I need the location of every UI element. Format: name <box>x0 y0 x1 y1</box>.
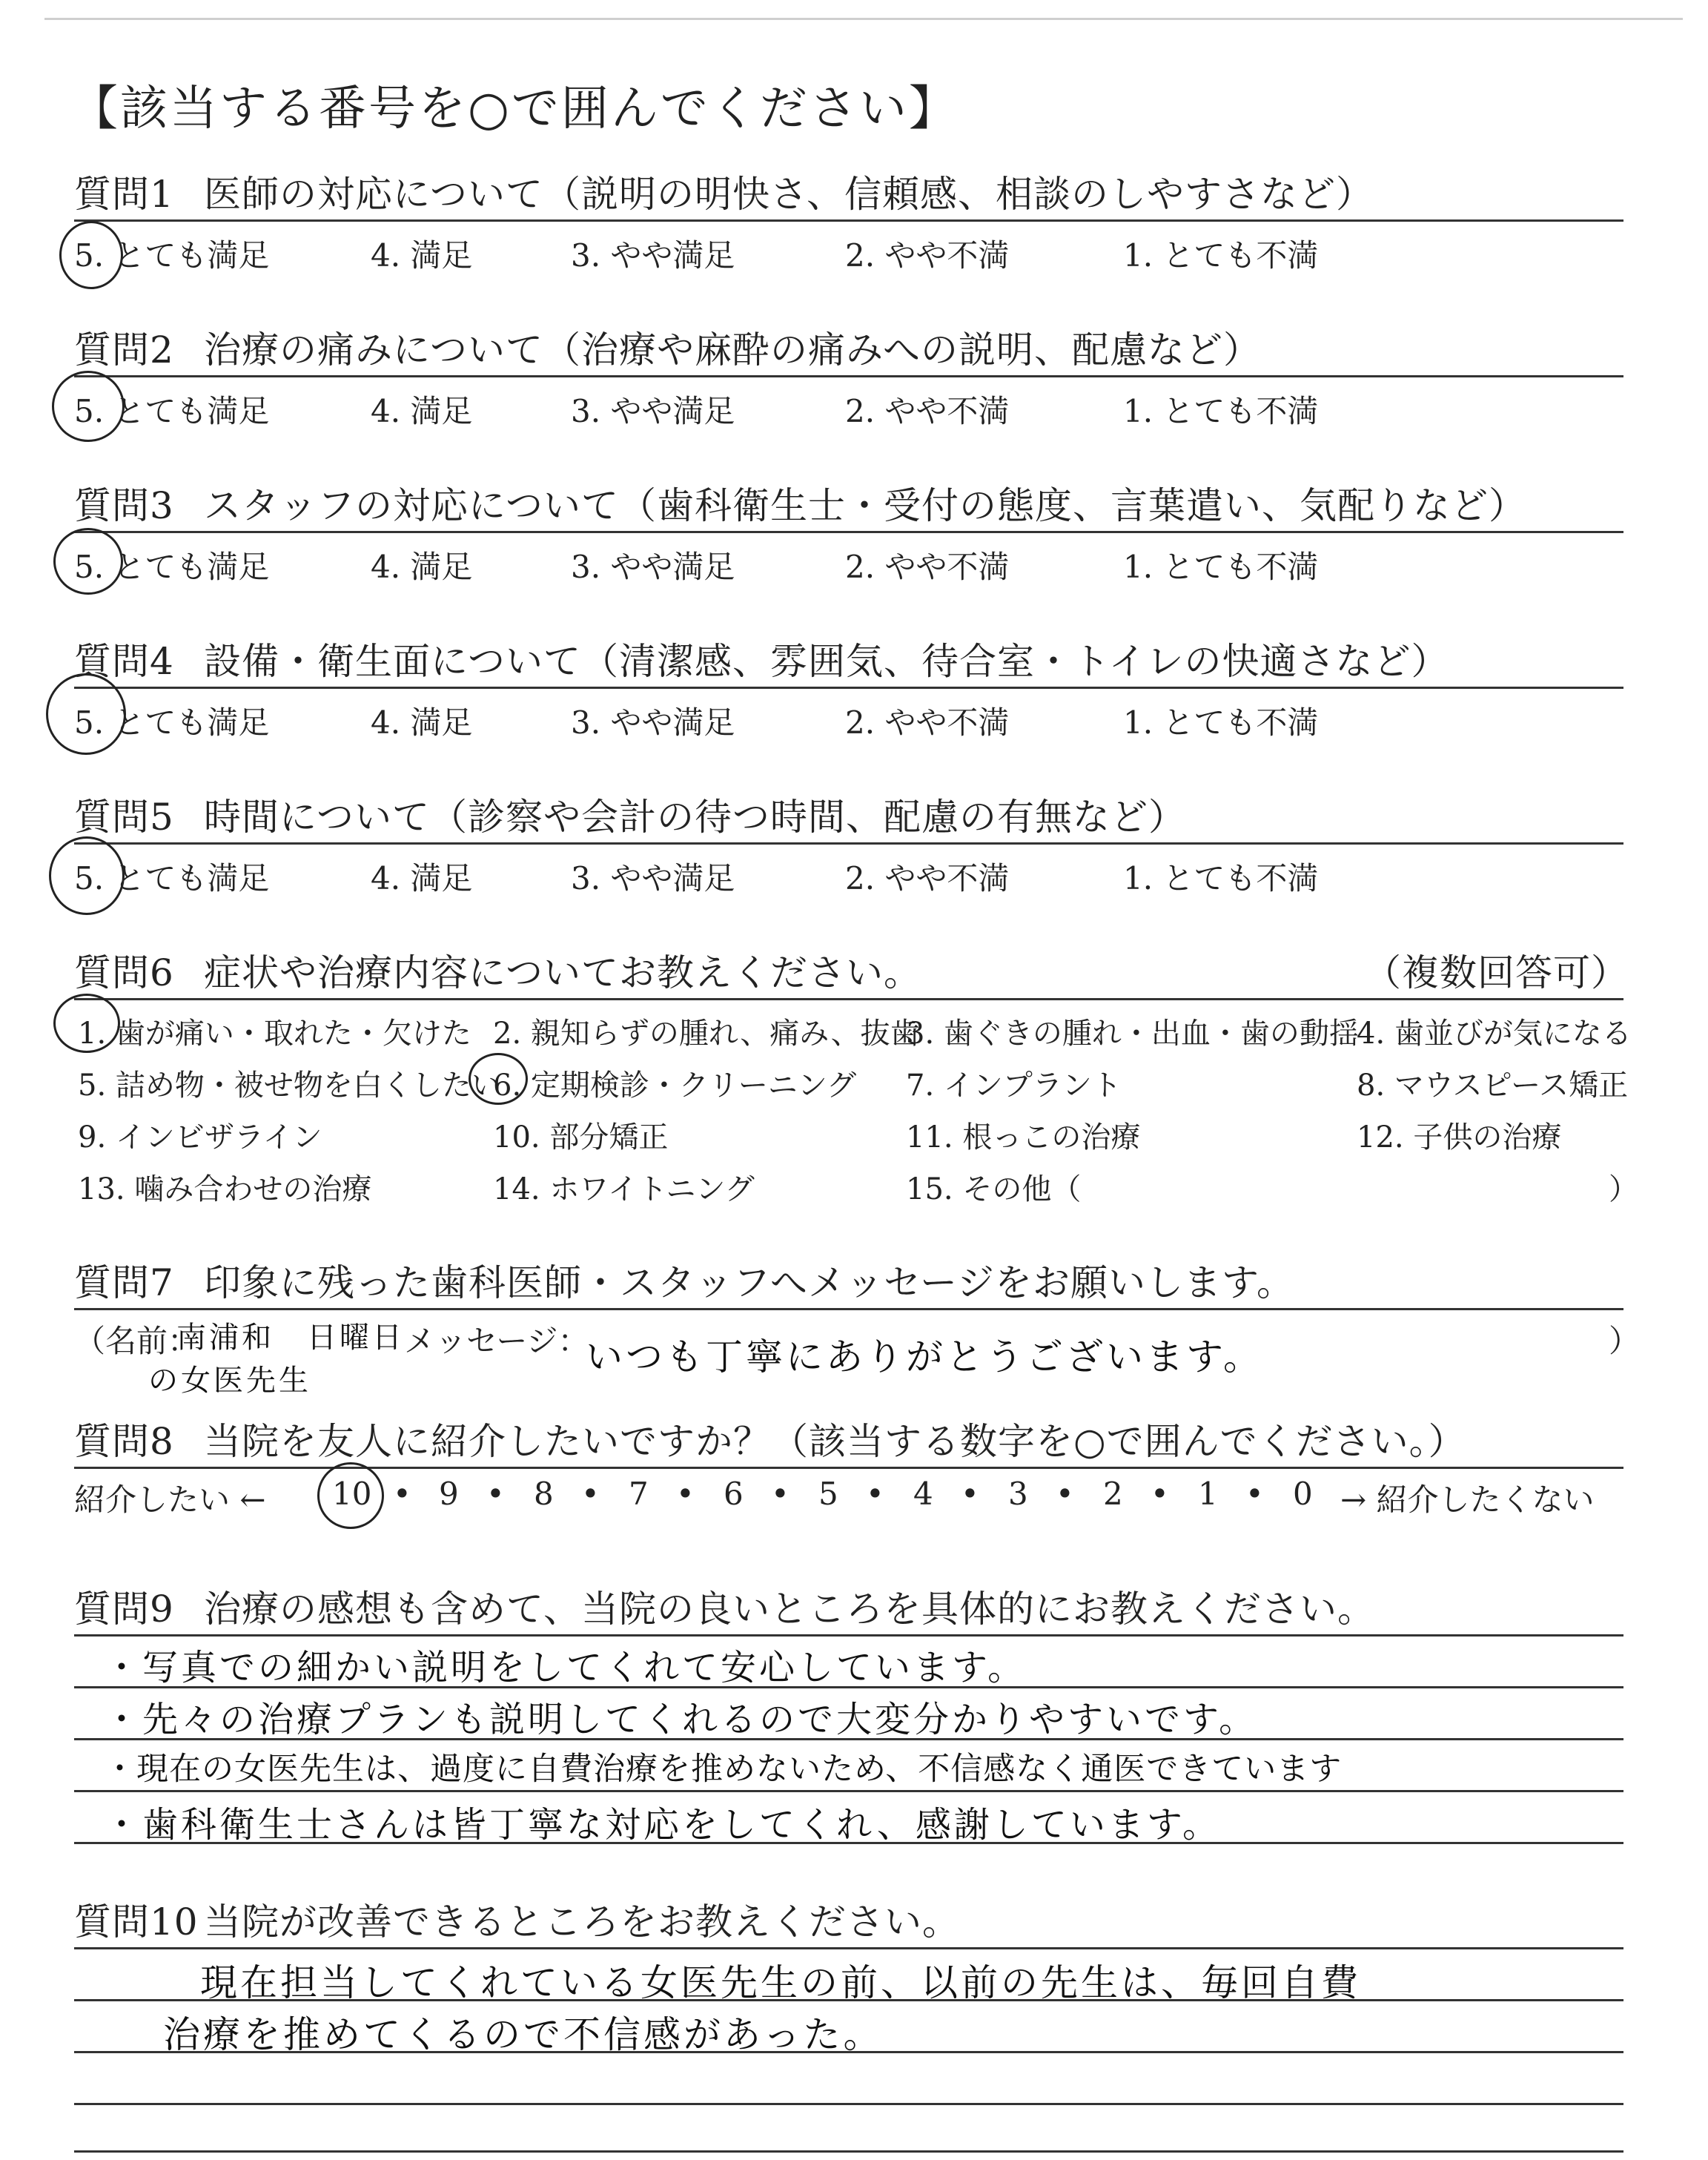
q8-text: 当院を友人に紹介したいですか？（該当する数字を○で囲んでください。） <box>204 1420 1466 1463</box>
q4-option-2[interactable]: 2. やや不満 <box>845 704 1010 741</box>
q6-option-4[interactable]: 4. 歯並びが気になる <box>1357 1017 1632 1051</box>
q9-answer-line-3: ・現在の女医先生は、過度に自費治療を推めないため、不信感なく通医できています <box>104 1751 1343 1788</box>
q10-answer-line <box>74 2103 1623 2105</box>
q8-scale-5[interactable]: 5 <box>818 1476 838 1512</box>
q6-option-3[interactable]: 3. 歯ぐきの腫れ・出血・歯の動揺 <box>906 1017 1359 1051</box>
q2-option-2[interactable]: 2. やや不満 <box>845 393 1010 429</box>
q4-option-5[interactable]: 5. とても満足 <box>74 704 270 741</box>
q6-option-1[interactable]: 1. 歯が痛い・取れた・欠けた <box>78 1017 471 1051</box>
q5-rule <box>74 842 1623 845</box>
q4-option-1[interactable]: 1. とても不満 <box>1123 704 1319 741</box>
q6-answer-circle-6 <box>469 1053 528 1105</box>
q6-text: 症状や治療内容についてお教えください。 <box>204 951 921 994</box>
q6-option-15-close: ） <box>1609 1172 1638 1206</box>
q4-label: 質問4 <box>74 640 174 683</box>
q9-text: 治療の感想も含めて、当院の良いところを具体的にお教えください。 <box>204 1588 1375 1631</box>
q1-text: 医師の対応について（説明の明快さ、信頼感、相談のしやすさなど） <box>204 173 1374 216</box>
q8-scale-9[interactable]: 9 <box>439 1476 459 1512</box>
q7-label: 質問7 <box>74 1261 174 1304</box>
q2-option-3[interactable]: 3. やや満足 <box>571 393 735 429</box>
q7-text: 印象に残った歯科医師・スタッフへメッセージをお願いします。 <box>204 1261 1294 1304</box>
q4-option-3[interactable]: 3. やや満足 <box>571 704 735 741</box>
q7-message-label: メッセージ： <box>404 1323 589 1359</box>
q2-rule <box>74 375 1623 377</box>
q10-text: 当院が改善できるところをお教えください。 <box>204 1900 960 1943</box>
q6-option-8[interactable]: 8. マウスピース矯正 <box>1357 1069 1629 1103</box>
q6-option-7[interactable]: 7. インプラント <box>906 1069 1122 1103</box>
q8-scale-sep: • <box>581 1476 600 1512</box>
q1-option-4[interactable]: 4. 満足 <box>371 237 473 274</box>
q5-text: 時間について（診察や会計の待つ時間、配慮の有無など） <box>204 796 1186 839</box>
q8-scale-sep: • <box>961 1476 979 1512</box>
q5-label: 質問5 <box>74 796 174 839</box>
q8-scale-sep: • <box>393 1476 411 1512</box>
q8-right-label: → 紹介したくない <box>1340 1482 1595 1518</box>
q1-answer-circle <box>59 221 123 289</box>
q6-option-2[interactable]: 2. 親知らずの腫れ、痛み、抜歯 <box>493 1017 920 1051</box>
q5-option-5[interactable]: 5. とても満足 <box>74 860 270 896</box>
q8-scale-10[interactable]: 10 <box>332 1476 372 1512</box>
q1-option-1[interactable]: 1. とても不満 <box>1123 237 1319 274</box>
q9-label: 質問9 <box>74 1588 174 1631</box>
q6-note: （複数回答可） <box>1364 951 1629 994</box>
q2-option-5[interactable]: 5. とても満足 <box>74 393 270 429</box>
q9-rule <box>74 1634 1623 1636</box>
q9-answer-line <box>74 1790 1623 1792</box>
q8-label: 質問8 <box>74 1420 174 1463</box>
q8-answer-circle <box>317 1462 384 1529</box>
q6-rule <box>74 998 1623 1000</box>
q9-answer-line-2: ・先々の治療プランも説明してくれるので大変分かりやすいです。 <box>104 1699 1258 1740</box>
q3-label: 質問3 <box>74 484 174 527</box>
q8-rule <box>74 1467 1623 1469</box>
q6-option-13[interactable]: 13. 噛み合わせの治療 <box>78 1172 372 1206</box>
q6-option-15[interactable]: 15. その他（ <box>906 1172 1082 1206</box>
q7-close-paren: ） <box>1609 1323 1641 1359</box>
q8-scale-8[interactable]: 8 <box>534 1476 554 1512</box>
q10-label: 質問10 <box>74 1900 199 1943</box>
q3-option-1[interactable]: 1. とても不満 <box>1123 549 1319 585</box>
q5-option-3[interactable]: 3. やや満足 <box>571 860 735 896</box>
q2-option-1[interactable]: 1. とても不満 <box>1123 393 1319 429</box>
q8-scale-sep: • <box>676 1476 695 1512</box>
q10-rule <box>74 1947 1623 1949</box>
q3-text: スタッフの対応について（歯科衛生士・受付の態度、言葉遣い、気配りなど） <box>204 484 1526 527</box>
q4-rule <box>74 687 1623 689</box>
q2-option-4[interactable]: 4. 満足 <box>371 393 473 429</box>
q6-answer-circle-1 <box>53 994 120 1053</box>
q10-answer-line <box>74 2150 1623 2153</box>
q8-scale-1[interactable]: 1 <box>1198 1476 1218 1512</box>
q1-label: 質問1 <box>74 173 174 216</box>
q3-rule <box>74 531 1623 533</box>
q3-option-5[interactable]: 5. とても満足 <box>74 549 270 585</box>
q1-option-2[interactable]: 2. やや不満 <box>845 237 1010 274</box>
q6-option-10[interactable]: 10. 部分矯正 <box>493 1120 669 1155</box>
q8-left-label: 紹介したい ← <box>74 1482 266 1518</box>
q3-option-4[interactable]: 4. 満足 <box>371 549 473 585</box>
page-title: 【該当する番号を○で囲んでください】 <box>70 82 959 136</box>
q3-option-3[interactable]: 3. やや満足 <box>571 549 735 585</box>
top-edge-line <box>44 18 1683 20</box>
q10-answer-line-1: 現在担当してくれている女医先生の前、以前の先生は、毎回自費 <box>200 1961 1361 2004</box>
q6-option-5[interactable]: 5. 詰め物・被せ物を白くしたい <box>78 1069 501 1103</box>
q8-scale-sep: • <box>771 1476 790 1512</box>
q1-rule <box>74 219 1623 222</box>
q5-option-1[interactable]: 1. とても不満 <box>1123 860 1319 896</box>
q7-name-prefix: （名前： <box>74 1323 199 1359</box>
q6-label: 質問6 <box>74 951 174 994</box>
q7-name-written: 南浦和 日曜日 <box>176 1321 405 1355</box>
q8-scale-7[interactable]: 7 <box>629 1476 649 1512</box>
q3-option-2[interactable]: 2. やや不満 <box>845 549 1010 585</box>
q6-option-12[interactable]: 12. 子供の治療 <box>1357 1120 1562 1155</box>
q2-label: 質問2 <box>74 328 174 371</box>
q8-scale-2[interactable]: 2 <box>1103 1476 1123 1512</box>
q8-scale-sep: • <box>486 1476 505 1512</box>
q7-name-written-2: の女医先生 <box>148 1364 311 1398</box>
q8-scale-4[interactable]: 4 <box>913 1476 933 1512</box>
q4-option-4[interactable]: 4. 満足 <box>371 704 473 741</box>
q4-text: 設備・衛生面について（清潔感、雰囲気、待合室・トイレの快適さなど） <box>204 640 1449 683</box>
q4-answer-circle <box>46 673 126 755</box>
q7-message-written: いつも丁寧にありがとうございます。 <box>586 1335 1263 1378</box>
q6-option-14[interactable]: 14. ホワイトニング <box>493 1172 755 1206</box>
q8-scale-sep: • <box>866 1476 884 1512</box>
q9-answer-line-1: ・写真での細かい説明をしてくれて安心しています。 <box>104 1647 1027 1688</box>
q8-scale-6[interactable]: 6 <box>724 1476 744 1512</box>
q5-option-4[interactable]: 4. 満足 <box>371 860 473 896</box>
q9-answer-line-4: ・歯科衛生士さんは皆丁寧な対応をしてくれ、感謝しています。 <box>104 1804 1222 1846</box>
q1-option-5[interactable]: 5. とても満足 <box>74 237 270 274</box>
q8-scale-sep: • <box>1151 1476 1169 1512</box>
q1-option-3[interactable]: 3. やや満足 <box>571 237 735 274</box>
q10-answer-line-2: 治療を推めてくるので不信感があった。 <box>163 2013 884 2056</box>
q8-scale-sep: • <box>1056 1476 1074 1512</box>
q7-rule <box>74 1308 1623 1310</box>
q2-answer-circle <box>52 371 125 442</box>
q6-option-11[interactable]: 11. 根っこの治療 <box>906 1120 1141 1155</box>
q5-answer-circle <box>49 836 125 915</box>
q8-scale-0[interactable]: 0 <box>1293 1476 1313 1512</box>
q6-option-6[interactable]: 6. 定期検診・クリーニング <box>493 1069 857 1103</box>
q2-text: 治療の痛みについて（治療や麻酔の痛みへの説明、配慮など） <box>204 328 1261 371</box>
q8-scale-sep: • <box>1245 1476 1264 1512</box>
q3-answer-circle <box>53 528 123 595</box>
q6-option-9[interactable]: 9. インビザライン <box>78 1120 322 1155</box>
q5-option-2[interactable]: 2. やや不満 <box>845 860 1010 896</box>
q8-scale-3[interactable]: 3 <box>1008 1476 1028 1512</box>
